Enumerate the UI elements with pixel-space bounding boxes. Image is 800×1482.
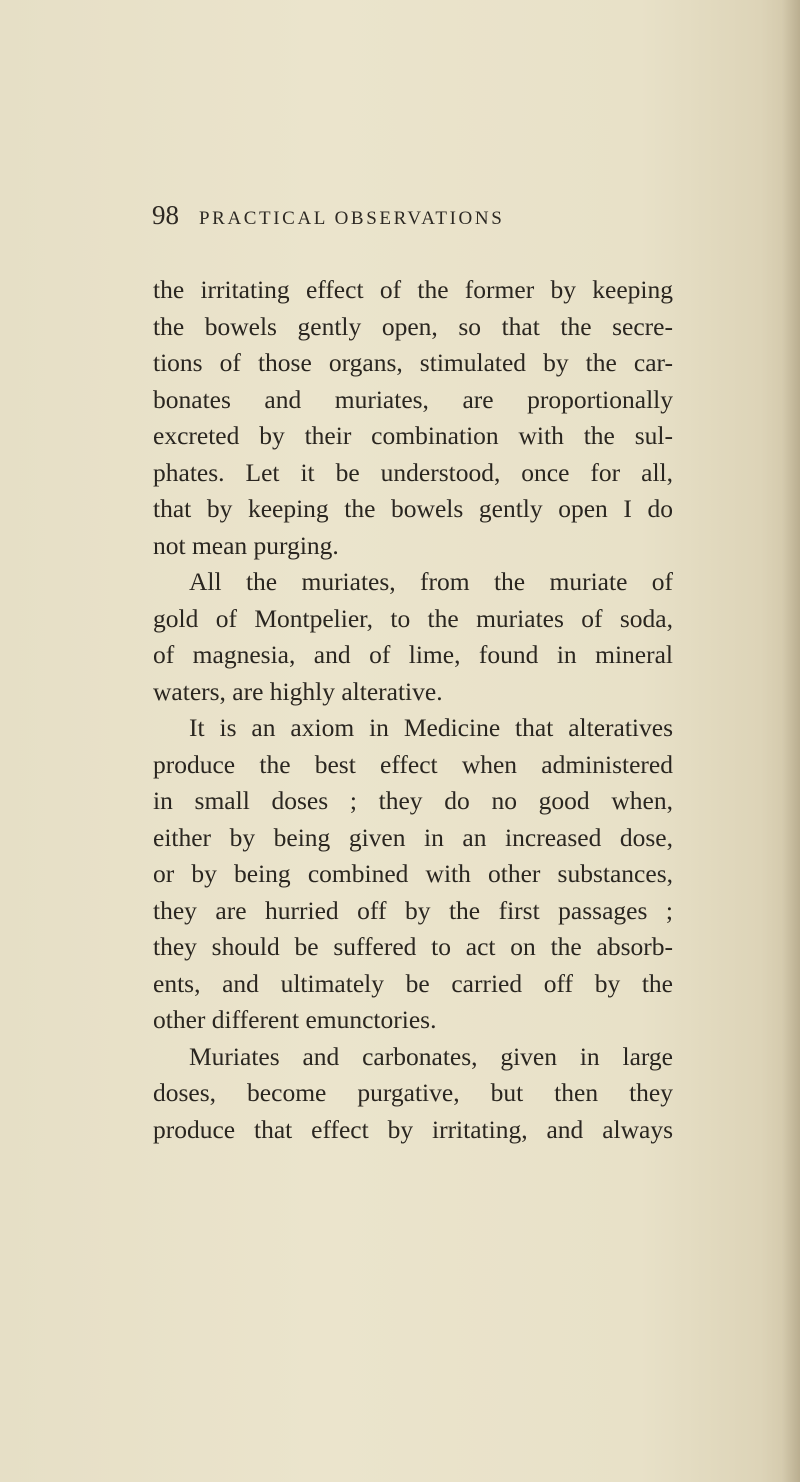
page-edge-shadow (782, 0, 800, 1482)
text-line: All the muriates, from the muriate of (189, 567, 673, 596)
text-line: excreted by their combination with the sul- (153, 421, 673, 450)
text-line: gold of Montpelier, to the muriates of soda, (153, 603, 673, 633)
text-line: phates. Let it be understood, once for all, (153, 457, 673, 487)
text-line: produce that effect by irritating, and always (153, 1114, 673, 1144)
text-line: doses, become purgative, but then they (153, 1078, 673, 1107)
text-line: either by being given in an increased dose, (153, 822, 673, 852)
body-text (153, 272, 673, 1148)
text-line: produce the best effect when administered (153, 749, 673, 779)
text-line: It is an axiom in Medicine that alteratives (189, 713, 673, 742)
text-line: they should be suffered to act on the absorb- (153, 932, 673, 961)
text-line: the irritating effect of the former by keeping (153, 275, 673, 304)
running-title: PRACTICAL OBSERVATIONS (199, 208, 505, 229)
text-line: Muriates and carbonates, given in large (189, 1041, 673, 1071)
text-line: ents, and ultimately be carried off by the (153, 968, 673, 998)
text-line: of magnesia, and of lime, found in mineral (153, 640, 673, 669)
text-line: the bowels gently open, so that the secre- (153, 311, 673, 341)
text-line: they are hurried off by the first passages ; (153, 895, 673, 925)
text-line: that by keeping the bowels gently open I do (153, 494, 673, 523)
running-head (152, 200, 672, 240)
text-line: not mean purging. (153, 530, 339, 560)
text-line: in small doses ; they do no good when, (153, 786, 673, 815)
page-number: 98 (152, 200, 179, 230)
text-line: other different emunctories. (153, 1005, 437, 1034)
text-line: bonates and muriates, are proportionally (153, 384, 673, 414)
text-line: waters, are highly alterative. (153, 676, 443, 706)
text-line: or by being combined with other substances, (153, 859, 673, 888)
text-line: tions of those organs, stimulated by the car- (153, 348, 673, 377)
